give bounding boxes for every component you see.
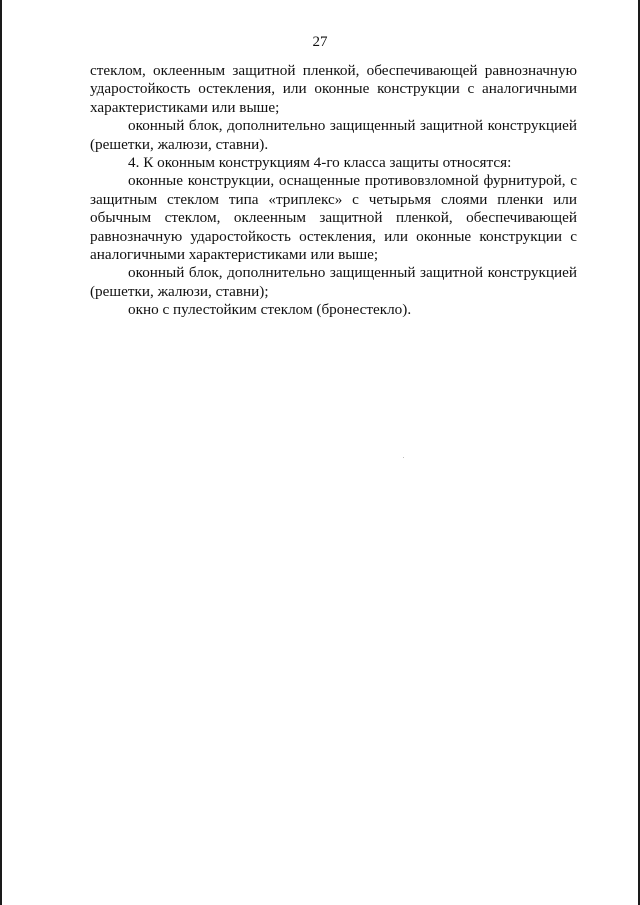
paragraph-class4-heading: 4. К оконным конструкциям 4-го класса защиты относятся: (128, 154, 512, 172)
scan-speck (403, 457, 404, 458)
document-body (90, 62, 577, 320)
paragraph-protective-block-class3: оконный блок, дополнительно защищенный защитной конструкцией (решетки, жалюзи, ставни). (90, 117, 577, 153)
paragraph-continuation: стеклом, оклеенным защитной пленкой, обеспечивающей равнозначную ударостойкость остекления, или оконные конструкции с аналогичными характеристиками или выше; (90, 62, 577, 116)
page-number: 27 (312, 34, 328, 50)
paragraph-bulletproof-window: окно с пулестойким стеклом (бронестекло). (128, 301, 412, 319)
paragraph-protective-block-class4: оконный блок, дополнительно защищенный защитной конструкцией (решетки, жалюзи, ставни); (90, 264, 577, 300)
paragraph-class4-constructions: оконные конструкции, оснащенные противовзломной фурнитурой, с защитным стеклом типа «триплекс» с четырьмя слоями пленки или обычным стеклом, оклеенным защитной пленкой, обеспечивающей равнозначную ударостойкость остекления, или оконные конструкции с аналогичными характеристиками или выше; (90, 172, 577, 264)
